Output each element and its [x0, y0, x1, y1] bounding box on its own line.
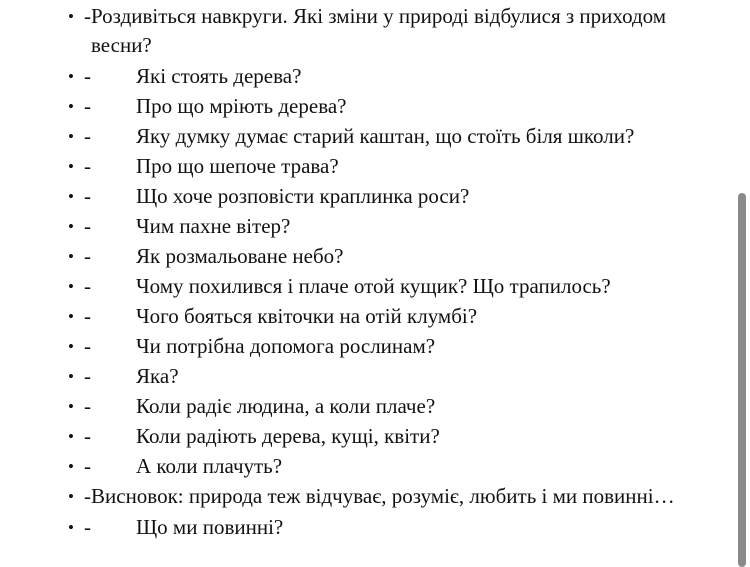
dash-marker: -: [84, 454, 91, 478]
dash-marker: -: [84, 244, 91, 268]
list-item: [0, 513, 734, 542]
dash-marker: -: [84, 304, 91, 328]
list-item: [0, 62, 734, 91]
list-item: [0, 212, 734, 241]
bullet-icon: •: [68, 367, 74, 386]
scrollbar-thumb[interactable]: [738, 193, 746, 567]
bullet-icon: •: [68, 457, 74, 476]
item-text: Які стоять дерева?: [136, 64, 302, 88]
item-text: Роздивіться навкруги. Які зміни у природі відбулися з приходом весни?: [91, 4, 667, 57]
bullet-icon: •: [68, 157, 74, 176]
item-text: Про що шепоче трава?: [136, 154, 339, 178]
item-text: Яку думку думає старий каштан, що стоїть біля школи?: [136, 124, 635, 148]
list-item: [0, 182, 734, 211]
item-text: Чи потрібна допомога рослинам?: [136, 334, 436, 358]
item-text: Висновок: природа теж відчуває, розуміє, любить і ми повинні…: [91, 484, 675, 508]
bullet-icon: •: [68, 187, 74, 206]
bullet-icon: •: [68, 337, 74, 356]
bullet-icon: •: [68, 217, 74, 236]
dash-marker: -: [84, 334, 91, 358]
item-text: А коли плачуть?: [136, 454, 283, 478]
item-text: Коли радіє людина, а коли плаче?: [136, 394, 436, 418]
item-text: Що ми повинні?: [136, 515, 284, 539]
dash-marker: -: [84, 515, 91, 539]
bullet-icon: •: [68, 487, 74, 506]
list-item: [0, 362, 734, 391]
list-item: [0, 422, 734, 451]
bullet-icon: •: [68, 397, 74, 416]
dash-marker: -: [84, 484, 91, 508]
item-text: Як розмальоване небо?: [136, 244, 344, 268]
list-item: [0, 122, 734, 151]
dash-marker: -: [84, 4, 91, 28]
item-text: Чого бояться квіточки на отій клумбі?: [136, 304, 478, 328]
dash-marker: -: [84, 94, 91, 118]
list-item: [0, 392, 734, 421]
list-item: [0, 92, 734, 121]
bullet-icon: •: [68, 127, 74, 146]
list-item: [0, 242, 734, 271]
dash-marker: -: [84, 394, 91, 418]
dash-marker: -: [84, 154, 91, 178]
item-text: Про що мріють дерева?: [136, 94, 347, 118]
list-item: [0, 302, 734, 331]
bullet-icon: •: [68, 277, 74, 296]
bullet-icon: •: [68, 247, 74, 266]
item-text: Яка?: [136, 364, 179, 388]
list-item: [0, 452, 734, 481]
bullet-icon: •: [68, 97, 74, 116]
list-item: [0, 2, 734, 60]
item-text: Коли радіють дерева, кущі, квіти?: [136, 424, 440, 448]
list-item: [0, 482, 734, 511]
bullet-icon: •: [68, 307, 74, 326]
question-list: [0, 2, 734, 543]
dash-marker: -: [84, 184, 91, 208]
bullet-icon: •: [68, 518, 74, 537]
list-item: [0, 332, 734, 361]
dash-marker: -: [84, 124, 91, 148]
dash-marker: -: [84, 64, 91, 88]
bullet-icon: •: [68, 427, 74, 446]
dash-marker: -: [84, 214, 91, 238]
dash-marker: -: [84, 364, 91, 388]
list-item: [0, 152, 734, 181]
item-text: Що хоче розповісти краплинка роси?: [136, 184, 470, 208]
list-item: [0, 272, 734, 301]
dash-marker: -: [84, 424, 91, 448]
item-text: Чому похилився і плаче отой кущик? Що трапилось?: [136, 274, 611, 298]
vertical-scrollbar[interactable]: [734, 0, 750, 567]
bullet-icon: •: [68, 67, 74, 86]
dash-marker: -: [84, 274, 91, 298]
bullet-icon: •: [68, 7, 74, 26]
item-text: Чим пахне вітер?: [136, 214, 291, 238]
